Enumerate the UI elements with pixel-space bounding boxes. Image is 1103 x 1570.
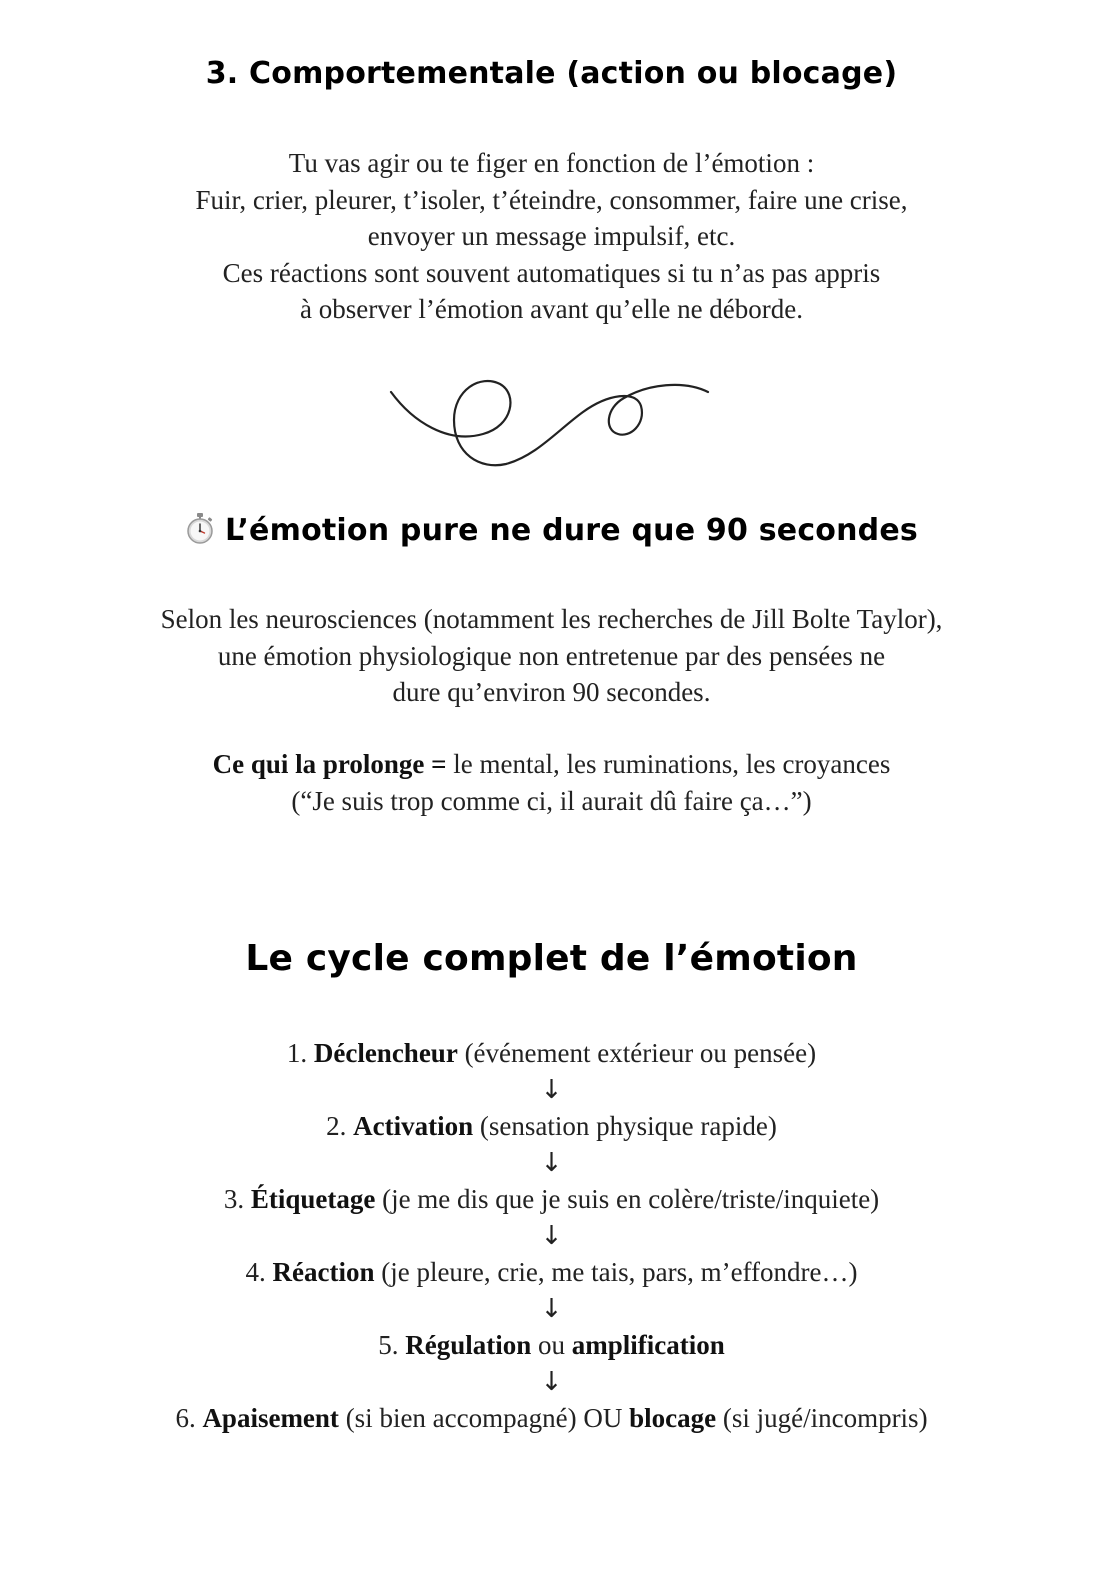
section-title-behavior: 3. Comportementale (action ou blocage) (205, 56, 898, 91)
step-keyword: Déclencheur (313, 1038, 458, 1068)
step-description: (je me dis que je suis en colère/triste/inquiete) (375, 1184, 880, 1214)
cycle-step (0, 1327, 1103, 1364)
step-connector: ou (531, 1330, 572, 1360)
behavior-line: Ces réactions sont souvent automatiques si tu n’as pas appris (222, 257, 881, 288)
prolong-paragraph (0, 746, 1103, 819)
emotion-cycle-list (0, 1035, 1103, 1437)
step-keyword: Étiquetage (250, 1184, 376, 1214)
step-number: 1. (286, 1038, 314, 1068)
step-keyword: Activation (353, 1111, 474, 1141)
prolong-rest: le mental, les ruminations, les croyances (446, 749, 891, 779)
step-description: (si jugé/incompris) (716, 1403, 928, 1433)
neuroscience-paragraph (0, 601, 1103, 711)
prolong-bold-label: Ce qui la prolonge = (212, 749, 447, 779)
step-keyword: Réaction (272, 1257, 375, 1287)
step-description: (sensation physique rapide) (473, 1111, 777, 1141)
down-arrow-icon: ↓ (540, 1293, 563, 1324)
neuroscience-line: une émotion physiologique non entretenue par des pensées ne (217, 640, 886, 671)
cycle-step (0, 1108, 1103, 1145)
step-number: 4. (245, 1257, 273, 1287)
step-connector: (si bien accompagné) OU (338, 1403, 630, 1433)
down-arrow-icon: ↓ (540, 1074, 563, 1105)
behavior-line: Fuir, crier, pleurer, t’isoler, t’éteindre, consommer, faire une crise, (195, 184, 908, 215)
step-number: 3. (223, 1184, 251, 1214)
prolong-quote: (“Je suis trop comme ci, il aurait dû faire ça…”) (291, 785, 812, 816)
swirl-divider-icon (388, 372, 710, 472)
behavior-line: à observer l’émotion avant qu’elle ne déborde. (299, 294, 804, 324)
cycle-step (0, 1400, 1103, 1437)
step-keyword-secondary: amplification (571, 1330, 725, 1360)
step-number: 2. (326, 1111, 354, 1141)
prolong-line (0, 746, 1103, 783)
ninety-seconds-title-text: L’émotion pure ne dure que 90 secondes (225, 513, 918, 548)
cycle-step (0, 1254, 1103, 1291)
down-arrow-icon: ↓ (540, 1147, 563, 1178)
cycle-step (0, 1035, 1103, 1072)
step-keyword: Régulation (405, 1330, 532, 1360)
step-keyword: Apaisement (202, 1403, 339, 1433)
neuroscience-line: Selon les neurosciences (notamment les recherches de Jill Bolte Taylor), (160, 604, 943, 634)
behavior-line: Tu vas agir ou te figer en fonction de l’émotion : (288, 148, 815, 178)
behavior-line: envoyer un message impulsif, etc. (367, 221, 736, 251)
stopwatch-icon (185, 512, 215, 544)
step-description: (je pleure, crie, me tais, pars, m’effondre…) (374, 1257, 858, 1287)
section-title-cycle: Le cycle complet de l’émotion (245, 938, 858, 979)
down-arrow-icon: ↓ (540, 1366, 563, 1397)
step-description: (événement extérieur ou pensée) (457, 1038, 817, 1068)
section-title-ninety-seconds (0, 512, 1103, 548)
step-number: 6. (175, 1403, 203, 1433)
neuroscience-line: dure qu’environ 90 secondes. (392, 677, 711, 707)
behavior-paragraph (0, 145, 1103, 328)
down-arrow-icon: ↓ (540, 1220, 563, 1251)
step-keyword-secondary: blocage (629, 1403, 717, 1433)
cycle-step (0, 1181, 1103, 1218)
step-number: 5. (378, 1330, 406, 1360)
